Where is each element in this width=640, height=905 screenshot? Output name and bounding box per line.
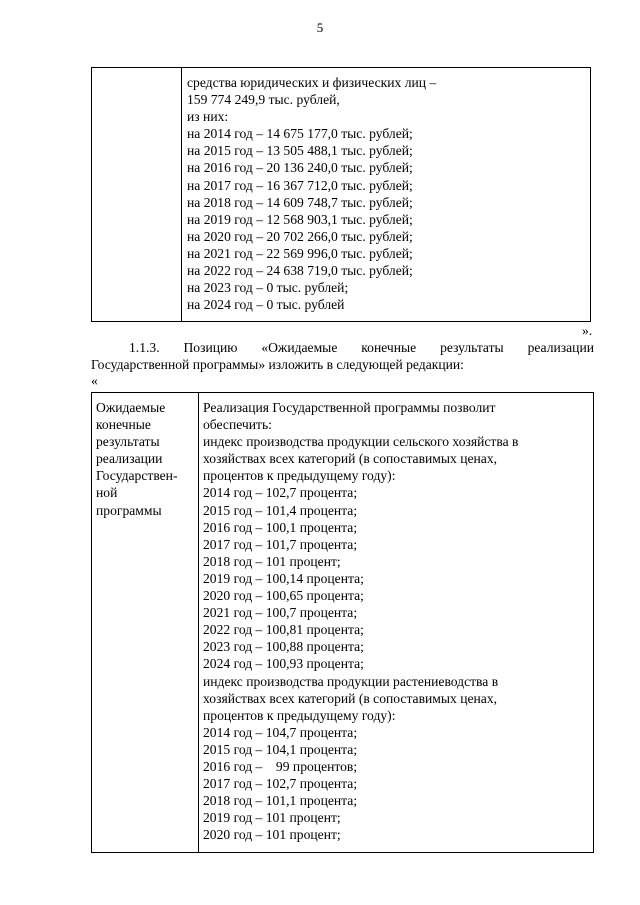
results-table [91, 392, 594, 853]
text-line: 2014 год – 102,7 процента; [203, 485, 358, 501]
label-line: ной [96, 485, 118, 501]
opening-quote: « [91, 373, 98, 388]
text-line: 2016 год – 99 процентов; [203, 758, 358, 774]
page-number: 5 [316, 20, 324, 35]
text-line: 159 774 249,9 тыс. рублей, [187, 92, 340, 108]
table-column-divider [181, 68, 182, 321]
text-line: хозяйствах всех категорий (в сопоставимых ценах, [203, 451, 498, 467]
text-line: на 2014 год – 14 675 177,0 тыс. рублей; [187, 126, 413, 142]
text-line: 2024 год – 100,93 процента; [203, 656, 364, 672]
text-line: 2020 год – 101 процент; [203, 827, 341, 843]
text-line: хозяйствах всех категорий (в сопоставимых ценах, [203, 690, 498, 706]
text-line: процентов к предыдущему году): [203, 707, 396, 723]
text-line: 2014 год – 104,7 процента; [203, 724, 358, 740]
text-line: 2023 год – 100,88 процента; [203, 639, 364, 655]
text-line: обеспечить: [203, 417, 272, 433]
text-line: 2019 год – 100,14 процента; [203, 570, 364, 586]
label-line: конечные [96, 417, 151, 433]
text-line: на 2023 год – 0 тыс. рублей; [187, 280, 349, 296]
text-line: индекс производства продукции растениеводства в [203, 673, 499, 689]
text-line: 2018 год – 101 процент; [203, 553, 341, 569]
label-line: результаты [96, 434, 160, 450]
text-line: из них: [187, 109, 229, 125]
results-text-cell [203, 399, 518, 843]
text-line: на 2021 год – 22 569 996,0 тыс. рублей; [187, 245, 413, 261]
paragraph-line: 1.1.3. Позицию «Ожидаемые конечные результаты реализации [129, 340, 594, 355]
funding-text-cell [187, 74, 436, 313]
funding-table [91, 67, 591, 322]
table-column-divider [198, 393, 199, 852]
text-line: индекс производства продукции сельского хозяйства в [203, 434, 519, 450]
text-line: на 2022 год – 24 638 719,0 тыс. рублей; [187, 263, 413, 279]
text-line: на 2016 год – 20 136 240,0 тыс. рублей; [187, 160, 413, 176]
text-line: на 2015 год – 13 505 488,1 тыс. рублей; [187, 143, 413, 159]
text-line: 2016 год – 100,1 процента; [203, 519, 358, 535]
text-line: 2018 год – 101,1 процента; [203, 793, 358, 809]
paragraph-line: Государственной программы» изложить в следующей редакции: [91, 357, 464, 373]
label-line: Государствен- [96, 468, 178, 484]
text-line: на 2019 год – 12 568 903,1 тыс. рублей; [187, 211, 413, 227]
closing-quote: ». [582, 323, 593, 338]
results-label-cell [96, 399, 178, 519]
label-line: программы [96, 502, 162, 518]
text-line: на 2018 год – 14 609 748,7 тыс. рублей; [187, 194, 413, 210]
label-line: Ожидаемые [96, 400, 166, 415]
label-line: реализации [96, 451, 163, 467]
text-line: 2017 год – 102,7 процента; [203, 776, 358, 792]
text-line: 2017 год – 101,7 процента; [203, 536, 358, 552]
text-line: на 2017 год – 16 367 712,0 тыс. рублей; [187, 177, 413, 193]
text-line: на 2024 год – 0 тыс. рублей [187, 297, 345, 313]
text-line: 2015 год – 104,1 процента; [203, 741, 358, 757]
text-line: процентов к предыдущему году): [203, 468, 396, 484]
text-line: 2019 год – 101 процент; [203, 810, 341, 826]
text-line: средства юридических и физических лиц – [187, 75, 437, 90]
text-line: Реализация Государственной программы позволит [203, 400, 496, 415]
text-line: 2021 год – 100,7 процента; [203, 605, 358, 621]
text-line: 2015 год – 101,4 процента; [203, 502, 358, 518]
text-line: 2020 год – 100,65 процента; [203, 588, 364, 604]
text-line: на 2020 год – 20 702 266,0 тыс. рублей; [187, 228, 413, 244]
amendment-paragraph [91, 339, 594, 373]
text-line: 2022 год – 100,81 процента; [203, 622, 364, 638]
